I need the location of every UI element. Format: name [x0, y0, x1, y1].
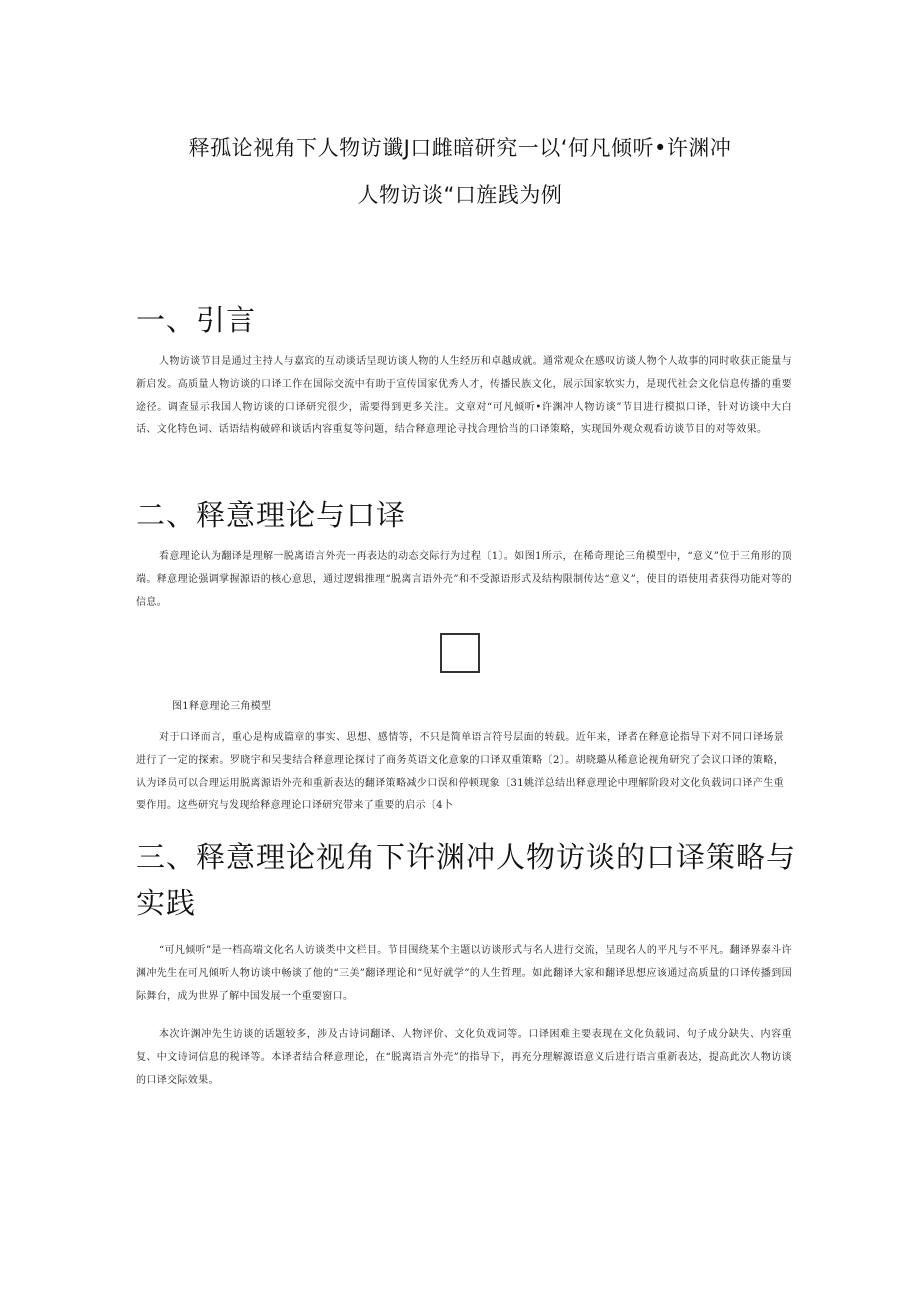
section-heading-introduction: 一、引言 [136, 303, 257, 337]
paragraph-theory-2: 对于口译而言，重心是构成篇章的事实、思想、感情等，不只是简单语言符号层面的转载。近年来，译者在释意论指导下对不同口译场景进行了一定的探索。罗晓宇和吴斐结合释意理论探讨了商务英语文化意象的口译双重策略〔2〕。胡晓璐从稀意论视角研究了会议口译的策略，认为译员可以合理运用脱离源语外壳和重新表达的翻译策略减少口误和停顿现象〔31姚洋总结出释意理论中理解阶段对文化负载词口译产生重要作用。这些研究与发现给释意理论口译研究带来了重要的启示〔4卜 [136, 732, 784, 812]
document-title-line-1: 释孤论视角下人物访谶J口雌暗研究一以‘何凡倾听•许渊冲 [188, 136, 732, 160]
paragraph-strategy-2: 本次许渊冲先生访谈的话题较多，涉及古诗词翻译、人物评价、文化负戏词等。口译困难主要表现在文化负载词、句子成分缺失、内容重复、中文诗词信息的税译等。本译者结合释意理论，在“脱离语言外壳”的指导下，再充分理解源语意义后进行语言重新表达，提高此次人物访谈的口译交际效果。 [136, 1029, 792, 1086]
document-title-line-2: 人物访谈“口旌践为例 [357, 183, 563, 207]
section-heading-strategy: 三、释意理论视角下许渊冲人物访谈的口译策略与实践 [136, 840, 797, 920]
paragraph-introduction: 人物访谈节目是通过主持人与嘉宾的互动谈话呈现访谈人物的人生经历和卓越成就。通常观众在感叹访谈人物个人故事的同时收获正能量与新启发。高质量人物访谈的口译工作在国际交流中有助于宣传国家优秀人才，传播民族文化，展示国家软实力，是现代社会文化信息传播的重要途径。调查显示我国人物访谈的口译研究很少，需要得到更多关注。文章对“可凡倾听•许渊冲人物访谈”节目进行模拟口译，针对访谈中大白话、文化特色词、话语结构破碎和谈话内容重复等问题，结合释意理论寻找合理恰当的口译策略，实现国外观众观看访谈节目的对等效果。 [136, 356, 792, 436]
section-heading-theory: 二、释意理论与口译 [136, 498, 407, 532]
figure-caption: 图1释意理论三角模型 [172, 701, 272, 712]
paragraph-strategy-1: “可凡倾听”是一档高端文化名人访谈类中文栏目。节目围绕某个主题以访谈形式与名人进行交流，呈现名人的平凡与不平凡。翻译界泰斗许渊冲先生在可凡倾听人物访谈中畅谈了他的“三美”翻译理论和“见好就学”的人生哲理。如此翻译大家和翻译思想应该通过高质量的口译传播到国际舞台，成为世界了解中国发展一个重要窗口。 [136, 945, 792, 1002]
figure-placeholder-image [440, 633, 480, 673]
paragraph-theory-1: 看意理论认为翻译是理解一脱离语言外壳一再表达的动态交际行为过程〔1〕。如图1所示，在稀奇理论三角模型中，“意义”位于三角形的顶端。释意理论强调掌握源语的核心意思，通过逻辑推理“脱离言语外壳”和不受源语形式及结构限制传达“意义”，使目的语使用者获得功能对等的信息。 [136, 551, 792, 608]
